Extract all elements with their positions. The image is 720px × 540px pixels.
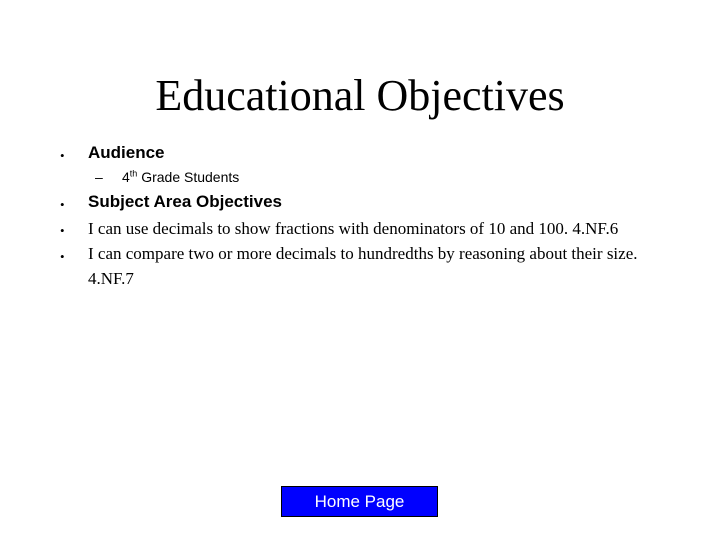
bullet-marker: •: [60, 197, 65, 212]
bullet-marker: •: [60, 249, 65, 264]
grade-number: 4: [122, 169, 130, 185]
bullet-subject-area-objectives: Subject Area Objectives: [88, 192, 283, 211]
sub-bullet-audience-detail: [122, 168, 239, 186]
bullet-marker: •: [60, 223, 65, 238]
sub-bullet-dash: –: [95, 169, 103, 185]
grade-ordinal: th: [129, 168, 138, 179]
bullet-marker: •: [60, 148, 65, 163]
home-page-button[interactable]: Home Page: [281, 486, 438, 517]
grade-rest: Grade Students: [137, 169, 240, 185]
bullet-objective-4nf7: I can compare two or more decimals to hundredths by reasoning about their size. 4.NF.7: [88, 244, 638, 288]
bullet-objective-4nf6: I can use decimals to show fractions with denominators of 10 and 100. 4.NF.6: [88, 219, 619, 238]
bullet-audience: Audience: [88, 143, 165, 162]
slide-title: Educational Objectives: [155, 71, 565, 120]
